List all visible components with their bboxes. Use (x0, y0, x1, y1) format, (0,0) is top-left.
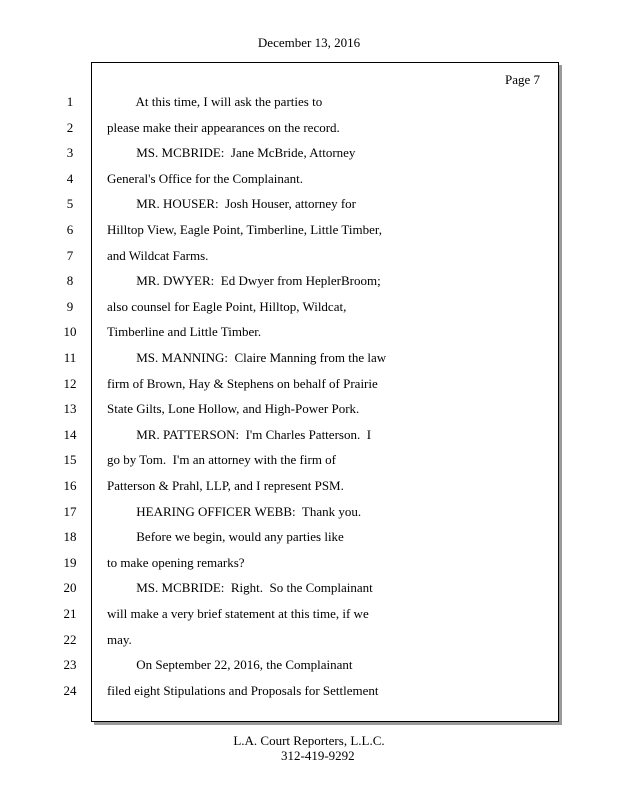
line-number: 6 (66, 222, 74, 237)
line-text: MR. HOUSER: Josh Houser, attorney for (107, 196, 356, 211)
line-number: 15 (63, 452, 77, 467)
line-number: 24 (63, 683, 77, 698)
line-number: 22 (63, 632, 77, 647)
line-text: Before we begin, would any parties like (107, 529, 344, 544)
line-text: MS. MCBRIDE: Right. So the Complainant (107, 580, 373, 595)
line-text: At this time, I will ask the parties to (107, 94, 323, 109)
line-number: 21 (63, 606, 77, 621)
line-number: 2 (66, 120, 74, 135)
page-number: Page 7 (504, 72, 540, 87)
line-text: Timberline and Little Timber. (107, 324, 262, 339)
line-text: MS. MANNING: Claire Manning from the law (107, 350, 387, 365)
line-number: 10 (63, 324, 77, 339)
footer-phone: 312-419-9292 (281, 748, 355, 763)
line-number: 16 (63, 478, 77, 493)
line-number: 14 (63, 427, 77, 442)
line-number: 19 (63, 555, 77, 570)
line-number: 11 (63, 350, 77, 365)
line-text: will make a very brief statement at this time, if we (107, 606, 369, 621)
line-text: HEARING OFFICER WEBB: Thank you. (107, 504, 362, 519)
line-number: 17 (63, 504, 77, 519)
line-text: filed eight Stipulations and Proposals for Settlement (107, 683, 379, 698)
line-number: 8 (66, 273, 74, 288)
line-number: 12 (63, 376, 77, 391)
line-text: General's Office for the Complainant. (107, 171, 303, 186)
line-text: MR. DWYER: Ed Dwyer from HeplerBroom; (107, 273, 381, 288)
line-text: firm of Brown, Hay & Stephens on behalf of Prairie (107, 376, 378, 391)
header-date: December 13, 2016 (257, 35, 361, 50)
line-number: 1 (66, 94, 74, 109)
line-text: Patterson & Prahl, LLP, and I represent PSM. (107, 478, 344, 493)
line-number: 23 (63, 657, 77, 672)
line-text: On September 22, 2016, the Complainant (107, 657, 353, 672)
line-text: may. (107, 632, 132, 647)
line-number: 4 (66, 171, 74, 186)
line-number: 20 (63, 580, 77, 595)
line-text: MS. MCBRIDE: Jane McBride, Attorney (107, 145, 356, 160)
line-text: MR. PATTERSON: I'm Charles Patterson. I (107, 427, 372, 442)
footer-company: L.A. Court Reporters, L.L.C. (233, 733, 385, 748)
line-number: 7 (66, 248, 74, 263)
line-text: State Gilts, Lone Hollow, and High-Power Pork. (107, 401, 360, 416)
line-number: 9 (66, 299, 74, 314)
line-text: and Wildcat Farms. (107, 248, 209, 263)
line-text: to make opening remarks? (107, 555, 245, 570)
line-number: 13 (63, 401, 77, 416)
line-number: 18 (63, 529, 77, 544)
line-number: 3 (66, 145, 74, 160)
line-text: also counsel for Eagle Point, Hilltop, Wildcat, (107, 299, 347, 314)
line-text: please make their appearances on the record. (107, 120, 340, 135)
line-text: go by Tom. I'm an attorney with the firm of (107, 452, 337, 467)
line-number: 5 (66, 196, 74, 211)
transcript-page (91, 62, 559, 722)
line-text: Hilltop View, Eagle Point, Timberline, Little Timber, (107, 222, 382, 237)
